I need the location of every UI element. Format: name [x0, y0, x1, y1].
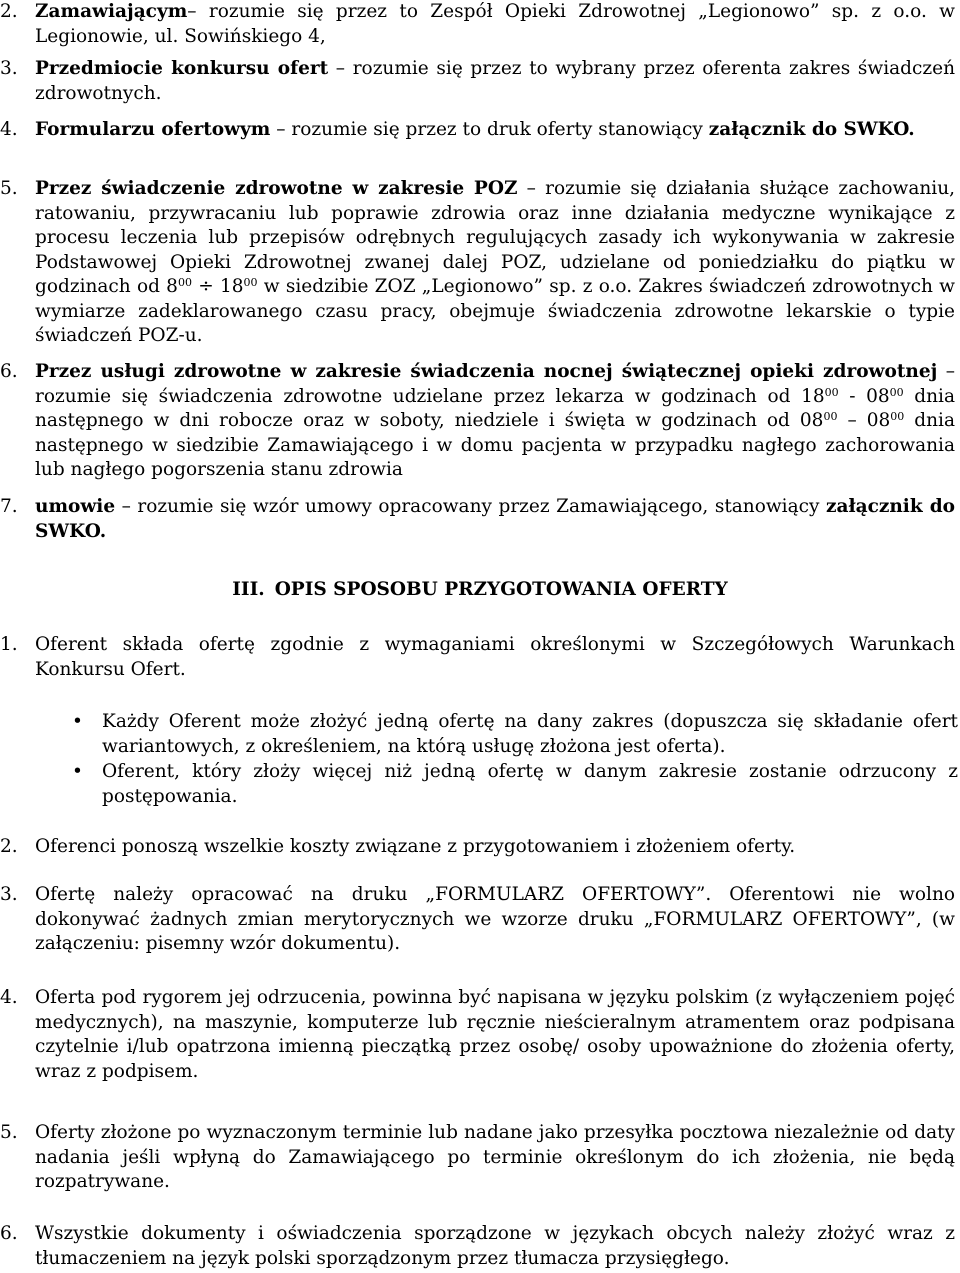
item-number: 4.	[0, 987, 18, 1008]
definition-text: w siedzibie ZOZ „Legionowo” sp. z o.o. Zakres świadczeń zdrowotnych w wymiarze zadeklarowanego czasu pracy, obejmuje świadczenia zdrowotne lekarskie o typie świadczeń POZ-u.	[35, 276, 956, 346]
item-number: 7.	[0, 496, 18, 517]
item-number: 2.	[0, 836, 18, 857]
definition-text: – rozumie się przez to wybrany przez oferenta zakres świadczeń zdrowotnych.	[35, 58, 955, 104]
defined-term: Przez świadczenie zdrowotne w zakresie POZ	[35, 178, 518, 199]
section-number: III.	[232, 579, 265, 600]
superscript: 00	[177, 276, 192, 289]
numbered-item	[0, 1222, 955, 1271]
item-number: 6.	[0, 1223, 18, 1244]
item-number: 5.	[0, 1122, 18, 1143]
definition-item	[0, 0, 955, 49]
definition-text: dnia następnego w dni robocze oraz w soboty, niedziele i święta w godzinach od 08	[35, 385, 955, 431]
defined-term: Przedmiocie konkursu ofert	[35, 58, 329, 79]
item-text: Wszystkie dokumenty i oświadczenia sporządzone w językach obcych należy złożyć wraz z tłumaczeniem na język polski sporządzonym przez tłumacza przysięgłego.	[35, 1223, 955, 1269]
defined-term: Zamawiającym	[35, 1, 188, 22]
item-text: Oferent składa ofertę zgodnie z wymaganiami określonymi w Szczegółowych Warunkach Konkursu Ofert.	[35, 634, 955, 680]
definition-text: dnia następnego w siedzibie Zamawiającego i w domu pacjenta w przypadku nagłego zachorowania lub nagłego pogorszenia stanu zdrowia	[35, 410, 955, 480]
bullet-icon: •	[72, 711, 83, 732]
bullet-icon: •	[72, 761, 83, 782]
numbered-item	[0, 633, 955, 682]
numbered-item	[0, 986, 955, 1084]
definition-text: – rozumie się przez to druk oferty stanowiący	[270, 119, 709, 140]
definition-text: – rozumie się przez to Zespół Opieki Zdrowotnej „Legionowo” sp. z o.o. w Legionowie, ul. Sowińskiego 4,	[35, 1, 955, 47]
item-text: Oferta pod rygorem jej odrzucenia, powinna być napisana w języku polskim (z wyłączeniem pojęć medycznych), na maszynie, komputerze lub ręcznie nieścieralnym atramentem oraz podpisana czytelnie i/lub opatrzona imienną pieczątką przez osobę/ osoby upoważnione do złożenia oferty, wraz z podpisem.	[35, 987, 955, 1082]
definition-text: – rozumie się świadczenia zdrowotne udzielane przez lekarza w godzinach od 18	[35, 361, 955, 407]
numbered-item	[0, 835, 955, 860]
item-number: 5.	[0, 178, 18, 199]
superscript: 00	[890, 410, 905, 423]
item-text: Oferenci ponoszą wszelkie koszty związane z przygotowaniem i złożeniem oferty.	[35, 836, 796, 857]
definition-text: ÷ 18	[191, 276, 244, 297]
item-number: 1.	[0, 634, 18, 655]
definition-item	[0, 118, 955, 143]
bullet-item	[72, 710, 958, 759]
bullet-item	[72, 760, 958, 809]
item-number: 3.	[0, 58, 18, 79]
definition-text: - 08	[838, 385, 890, 407]
attachment-reference: załącznik do SWKO.	[35, 496, 955, 542]
numbered-item	[0, 883, 955, 957]
attachment-reference: załącznik do SWKO.	[708, 119, 915, 140]
definition-item	[0, 360, 955, 483]
item-text: Oferty złożone po wyznaczonym terminie lub nadane jako przesyłka pocztowa niezależnie od daty nadania jeśli wpłyną do Zamawiającego po terminie określonym do ich złożenia, nie będą rozpatrywane.	[35, 1122, 955, 1192]
bullet-text: Oferent, który złoży więcej niż jedną ofertę w danym zakresie zostanie odrzucony z postępowania.	[102, 761, 958, 807]
superscript: 00	[823, 410, 838, 423]
bullet-text: Każdy Oferent może złożyć jedną ofertę na dany zakres (dopuszcza się składanie ofert wariantowych, z określeniem, na którą usługę złożona jest oferta).	[102, 711, 958, 757]
item-number: 3.	[0, 884, 18, 905]
superscript: 00	[889, 385, 904, 399]
item-number: 4.	[0, 119, 18, 140]
section-heading	[0, 578, 960, 603]
definition-text: – rozumie się działania służące zachowaniu, ratowaniu, przywracaniu lub poprawie zdrowia oraz inne działania medyczne wynikające z procesu leczenia lub przepisów odrębnych regulujących zasady ich wykonywania w zakresie Podstawowej Opieki Zdrowotnej zwanej dalej POZ, udzielane od poniedziałku do piątku w godzinach od 8	[35, 178, 955, 297]
superscript: 00	[243, 276, 258, 289]
numbered-item	[0, 1121, 955, 1195]
defined-term: Przez usługi zdrowotne w zakresie świadczenia nocnej świątecznej opieki zdrowotnej	[35, 361, 938, 382]
superscript: 00	[824, 385, 839, 399]
defined-term: umowie	[35, 496, 116, 517]
item-text: Ofertę należy opracować na druku „FORMULARZ OFERTOWY”. Oferentowi nie wolno dokonywać żadnych zmian merytorycznych we wzorze druku „FORMULARZ OFERTOWY”, (w załączeniu: pisemny wzór dokumentu).	[35, 884, 955, 954]
defined-term: Formularzu ofertowym	[35, 119, 271, 140]
definition-item	[0, 495, 955, 544]
definition-text: – rozumie się wzór umowy opracowany przez Zamawiającego, stanowiący	[115, 496, 826, 517]
definition-item	[0, 177, 955, 349]
item-number: 6.	[0, 361, 18, 382]
definition-text: – 08	[837, 410, 891, 431]
section-title: OPIS SPOSOBU PRZYGOTOWANIA OFERTY	[274, 579, 728, 600]
definition-item	[0, 57, 955, 106]
item-number: 2.	[0, 1, 18, 22]
